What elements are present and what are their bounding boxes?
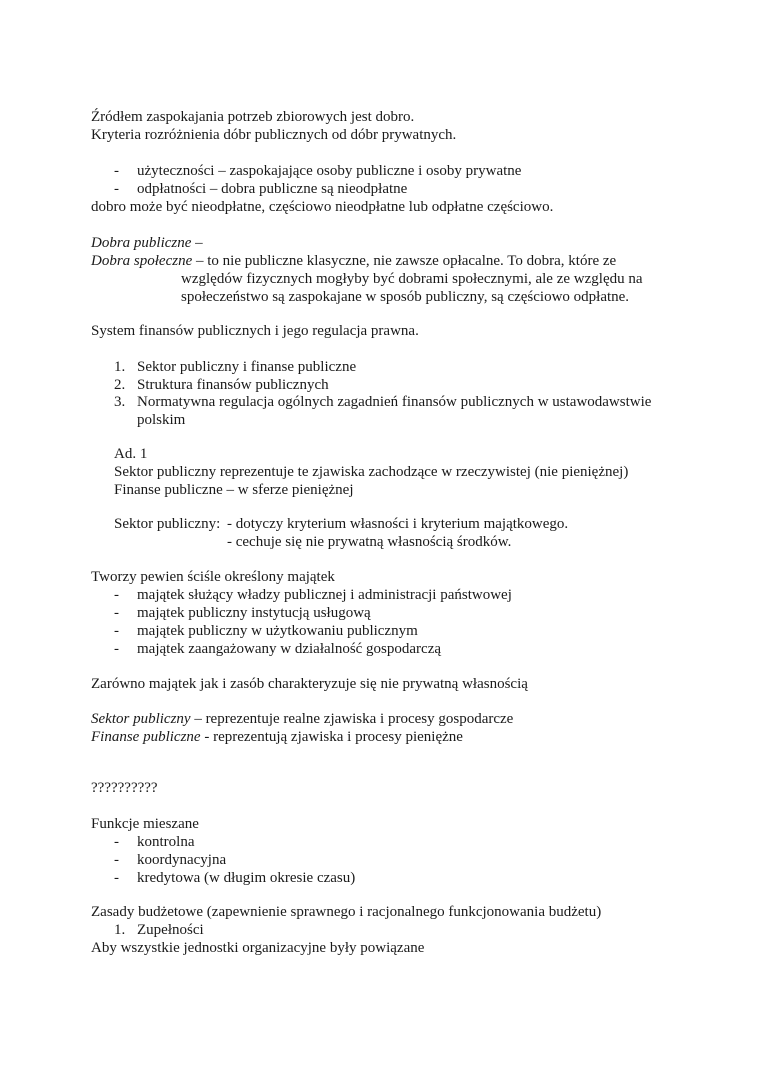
intro-line-2: Kryteria rozróżnienia dóbr publicznych od dóbr prywatnych. [91, 127, 457, 143]
social-goods-def-1: – to nie publiczne klasyczne, nie zawsze opłacalne. To dobra, które ze [192, 253, 617, 269]
finance-def: - reprezentują zjawiska i procesy pieniężne [200, 729, 463, 745]
system-item-3: Normatywna regulacja ogólnych zagadnień finansów publicznych w ustawodawstwie [137, 394, 652, 410]
list-number: 3. [114, 394, 126, 410]
list-number: 2. [114, 377, 126, 393]
public-goods-term: Dobra publiczne – [91, 235, 203, 251]
bullet-dash: - [114, 834, 119, 850]
ad1-line-2: Finanse publiczne – w sferze pieniężnej [114, 482, 354, 498]
assets-summary: Zarówno majątek jak i zasób charakteryzuje się nie prywatną własnością [91, 676, 528, 692]
social-goods-line-1 [91, 252, 616, 270]
bullet-dash: - [114, 587, 119, 603]
assets-heading: Tworzy pewien ściśle określony majątek [91, 569, 335, 585]
system-item-2: Struktura finansów publicznych [137, 377, 329, 393]
bullet-dash: - [114, 641, 119, 657]
bullet-dash: - [114, 605, 119, 621]
functions-item-2: koordynacyjna [137, 852, 227, 868]
intro-line-1: Źródłem zaspokajania potrzeb zbiorowych jest dobro. [91, 109, 415, 125]
criteria-item-2: odpłatności – dobra publiczne są nieodpłatne [137, 181, 408, 197]
functions-item-1: kontrolna [137, 834, 195, 850]
assets-item-1: majątek służący władzy publicznej i administracji państwowej [137, 587, 512, 603]
budget-note: Aby wszystkie jednostki organizacyjne były powiązane [91, 940, 425, 956]
system-item-3-cont: polskim [137, 412, 186, 428]
ad1-label: Ad. 1 [114, 446, 148, 462]
finance-definition [91, 728, 463, 746]
functions-heading: Funkcje mieszane [91, 816, 199, 832]
list-number: 1. [114, 359, 126, 375]
bullet-dash: - [114, 181, 119, 197]
budget-heading: Zasady budżetowe (zapewnienie sprawnego i racjonalnego funkcjonowania budżetu) [91, 904, 602, 920]
ad1-line-1: Sektor publiczny reprezentuje te zjawiska zachodzące w rzeczywistej (nie pieniężnej) [114, 464, 629, 480]
assets-item-4: majątek zaangażowany w działalność gospodarczą [137, 641, 442, 657]
bullet-dash: - [114, 870, 119, 886]
functions-item-3: kredytowa (w długim okresie czasu) [137, 870, 356, 886]
system-heading: System finansów publicznych i jego regulacja prawna. [91, 323, 419, 339]
sector-line-1: - dotyczy kryterium własności i kryterium majątkowego. [227, 516, 569, 532]
social-goods-def-3: społeczeństwo są zaspokajane w sposób publiczny, są częściowo odpłatne. [181, 289, 630, 305]
bullet-dash: - [114, 852, 119, 868]
budget-item-1: Zupełności [137, 922, 204, 938]
finance-term: Finanse publiczne [91, 729, 201, 745]
assets-item-3: majątek publiczny w użytkowaniu publicznym [137, 623, 418, 639]
social-goods-def-2: względów fizycznych mogłyby być dobrami społecznymi, ale ze względu na [181, 271, 643, 287]
assets-item-2: majątek publiczny instytucją usługową [137, 605, 371, 621]
criteria-note: dobro może być nieodpłatne, częściowo nieodpłatne lub odpłatne częściowo. [91, 199, 554, 215]
bullet-dash: - [114, 623, 119, 639]
bullet-dash: - [114, 163, 119, 179]
social-goods-term: Dobra społeczne [91, 253, 193, 269]
system-item-1: Sektor publiczny i finanse publiczne [137, 359, 357, 375]
sector-def: – reprezentuje realne zjawiska i procesy gospodarcze [190, 711, 514, 727]
sector-label: Sektor publiczny: [114, 516, 221, 532]
list-number: 1. [114, 922, 126, 938]
sector-term: Sektor publiczny [91, 711, 191, 727]
criteria-item-1: użyteczności – zaspokajające osoby publiczne i osoby prywatne [137, 163, 522, 179]
question-marks: ?????????? [91, 780, 158, 796]
sector-line-2: - cechuje się nie prywatną własnością środków. [227, 534, 512, 550]
sector-definition [91, 710, 513, 728]
